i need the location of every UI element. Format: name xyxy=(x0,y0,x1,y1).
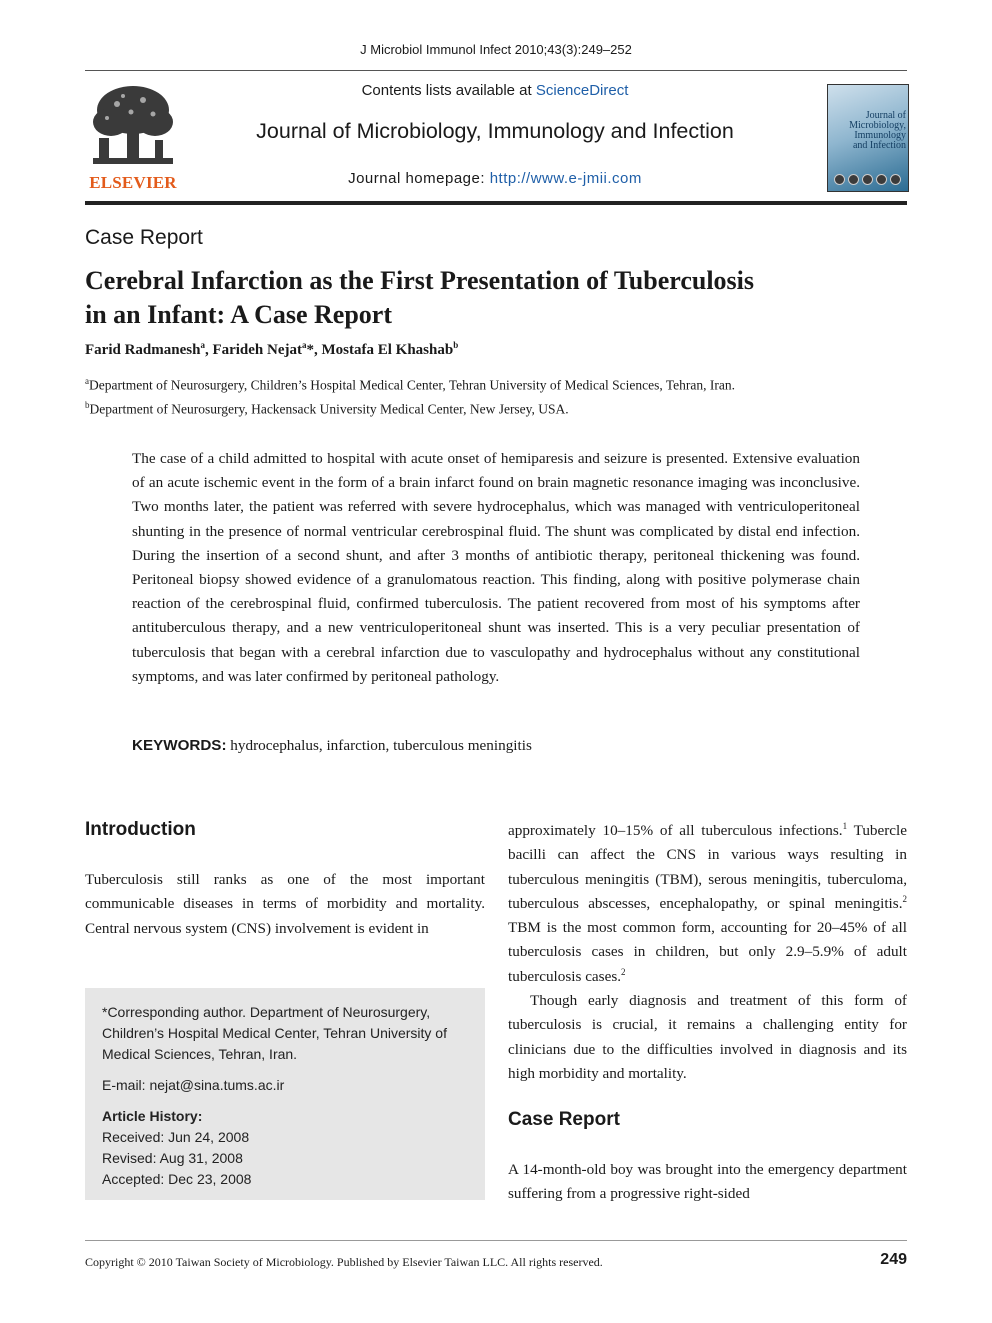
keywords: KEYWORDS: hydrocephalus, infarction, tuberculous meningitis xyxy=(132,737,532,754)
contents-prefix: Contents lists available at xyxy=(361,82,536,99)
elsevier-wordmark: ELSEVIER xyxy=(89,173,177,192)
intro-paragraph: Tuberculosis still ranks as one of the most important communicable diseases in terms of morbidity and mortality. Central nervous system (CNS) involvement is evident in xyxy=(85,871,485,937)
abstract: The case of a child admitted to hospital with acute onset of hemiparesis and seizure is presented. Extensive evaluation of an acute ischemic event in the form of a brain infarct found on brain magnetic resonance imaging was inconclusive. Two months later, the patient was referred with severe hydrocephalus, which was managed with ventriculoperitoneal shunting in the presence of normal ventricular cerebrospinal fluid. The shunt was complicated by distal end infection. During the insertion of a second shunt, and after 3 months of antibiotic therapy, peritoneal thickening was found. Peritoneal biopsy showed evidence of a granulomatous reaction. This finding, along with positive polymerase chain reaction of the cerebrospinal fluid, confirmed tuberculosis. The patient recovered from most of his symptoms after antituberculous therapy, and a new ventriculoperitoneal shunt was inserted. This is a very peculiar presentation of tuberculosis that began with a cerebral infarction due to vasculopathy and hydrocephalus without any constitutional symptoms, and was later confirmed by peritoneal pathology. xyxy=(132,450,860,685)
copyright-notice: Copyright © 2010 Taiwan Society of Microbiology. Published by Elsevier Taiwan LLC. All rights reserved. xyxy=(85,1255,603,1269)
article-history-label: Article History: xyxy=(102,1108,203,1124)
case-report-paragraph: A 14-month-old boy was brought into the emergency department suffering from a progressive right-sided xyxy=(508,1161,907,1203)
journal-title: Journal of Microbiology, Immunology and Infection xyxy=(256,119,734,143)
journal-citation: J Microbiol Immunol Infect 2010;43(3):249–252 xyxy=(360,42,632,57)
accepted-date: Accepted: Dec 23, 2008 xyxy=(102,1171,252,1187)
corresponding-author: *Corresponding author. Department of Neurosurgery, Children’s Hospital Medical Center, Tehran University of Medical Sciences, Tehran, Iran. xyxy=(102,1004,447,1062)
footer-rule xyxy=(85,1240,907,1241)
author: Farid Radmanesh xyxy=(85,342,201,358)
author: Mostafa El Khashab xyxy=(321,342,454,358)
author: Farideh Nejat xyxy=(212,342,302,358)
introduction-heading: Introduction xyxy=(85,819,196,840)
homepage-line xyxy=(250,170,740,187)
header-rule xyxy=(85,70,907,71)
article-title: Cerebral Infarction as the First Presentation of Tuberculosis in an Infant: A Case Report xyxy=(85,266,755,329)
homepage-link[interactable]: http://www.e-jmii.com xyxy=(489,170,642,187)
keywords-label: KEYWORDS: xyxy=(132,737,227,754)
correspondence-box xyxy=(85,988,485,1200)
article-type: Case Report xyxy=(85,226,203,249)
cover-badges xyxy=(834,174,901,185)
header-thick-rule xyxy=(85,201,907,205)
affiliation: $^b$Department of Neurosurgery, Hackensack University Medical Center, New Jersey, USA. xyxy=(85,400,569,417)
homepage-prefix: Journal homepage: xyxy=(348,170,490,187)
corresponding-email: E-mail: nejat@sina.tums.ac.ir xyxy=(102,1077,285,1093)
sciencedirect-link[interactable]: ScienceDirect xyxy=(535,82,629,99)
contents-line xyxy=(250,82,740,99)
intro-paragraph: approximately 10–15% of all tuberculous infections.$^1$ Tubercle bacilli can affect the CNS in various ways resulting in tuberculous meningitis (TBM), serous meningitis, tuberculoma, tuberculous abscesses, encephalopathy, or spinal meningitis.$^2$ TBM is the most common form, accounting for 20–45% of all tuberculosis cases in children, but only 2.9–5.9% of adult tuberculosis cases.$^2$ xyxy=(508,820,908,985)
intro-continued xyxy=(508,819,907,1086)
cover-title: Journal of Microbiology, Immunology and Infection xyxy=(849,110,906,151)
intro-paragraph: Though early diagnosis and treatment of this form of tuberculosis is crucial, it remains a challenging entity for clinicians due to the difficulties involved in diagnosis and its high morbidity and mortality. xyxy=(508,992,907,1082)
revised-date: Revised: Aug 31, 2008 xyxy=(102,1150,243,1166)
case-report-heading: Case Report xyxy=(508,1109,620,1130)
received-date: Received: Jun 24, 2008 xyxy=(102,1129,250,1145)
page-number: 249 xyxy=(880,1251,907,1268)
author-list: Farid Radmanesh$^a$, Farideh Nejat$^a$*, Mostafa El Khashab$^b$ xyxy=(85,340,459,358)
affiliation: $^a$Department of Neurosurgery, Children’s Hospital Medical Center, Tehran University of Medical Sciences, Tehran, Iran. xyxy=(85,376,736,393)
journal-cover-image xyxy=(827,84,909,192)
